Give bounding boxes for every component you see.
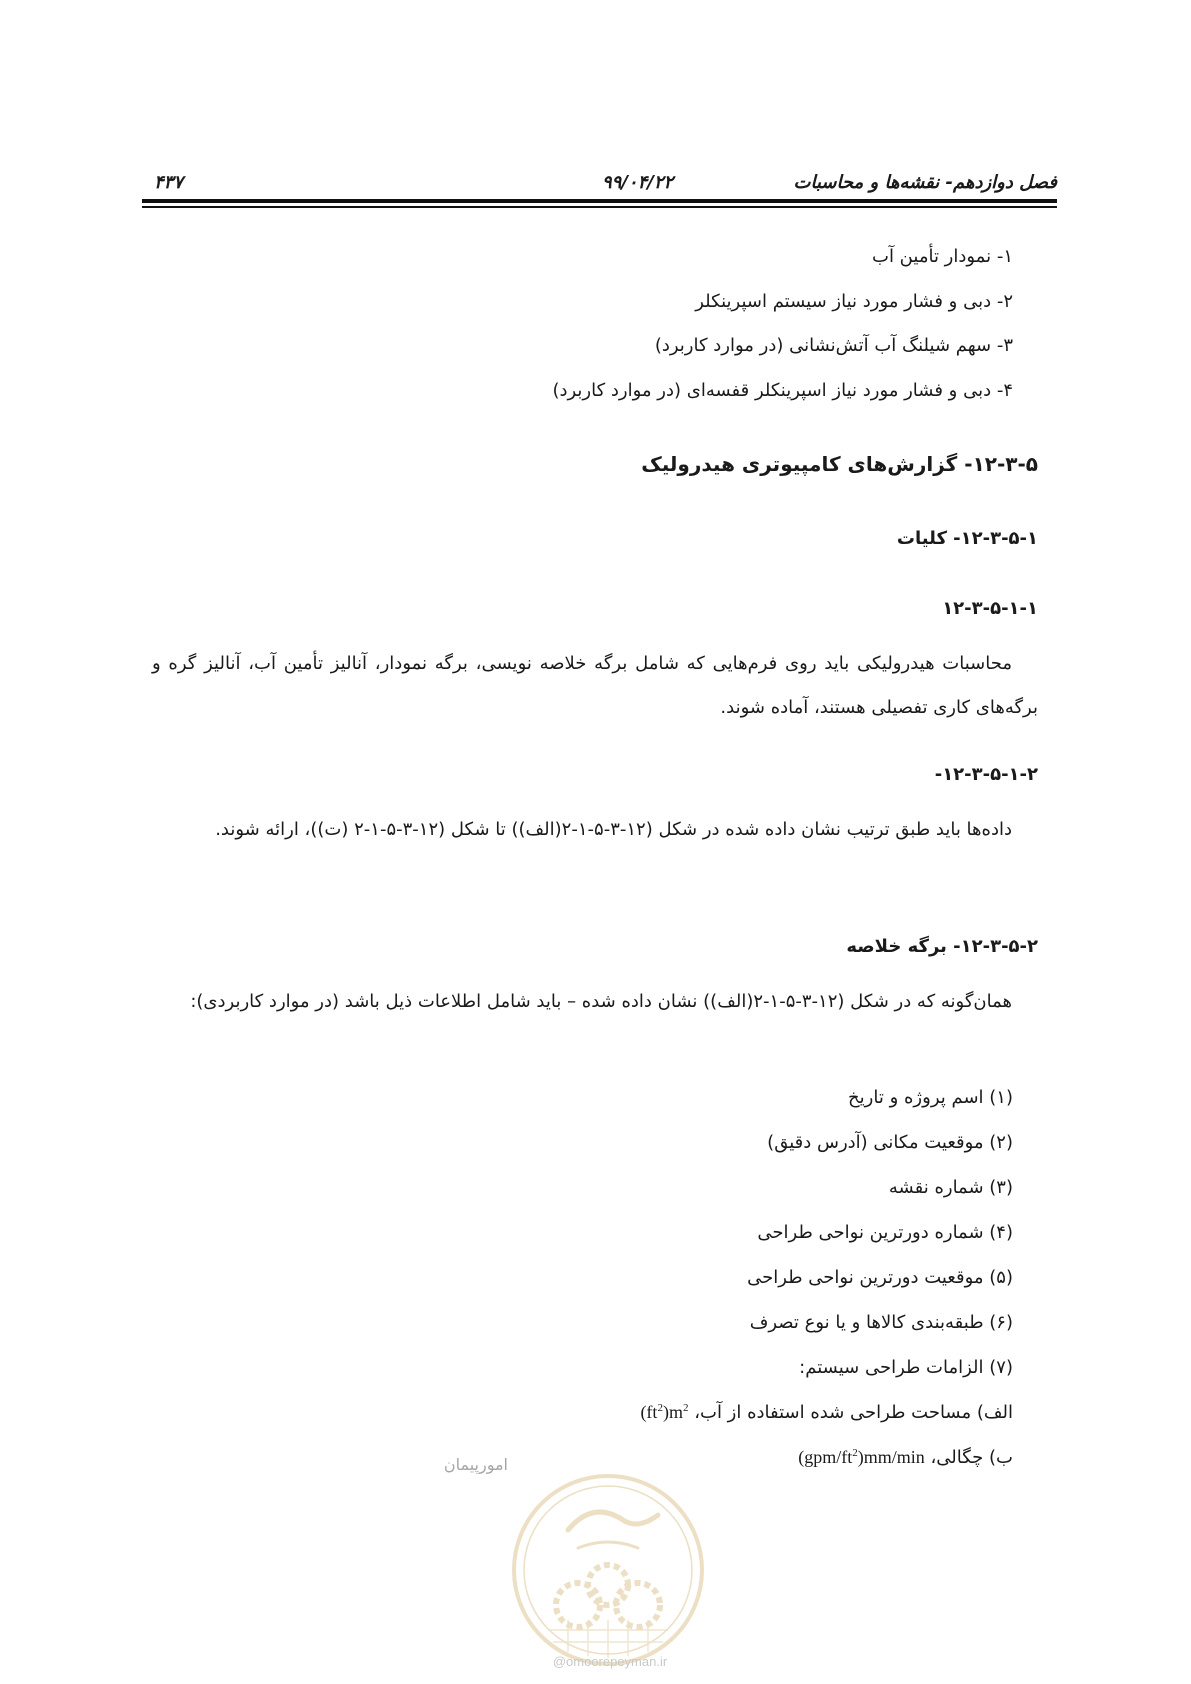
website-url: @omoorepeyman.ir: [552, 1654, 668, 1669]
section-heading: ۱۲-۳-۵- گزارش‌های کامپیوتری هیدرولیک: [641, 452, 1038, 476]
page-number: ۴۳۷: [154, 172, 184, 193]
clause-number: ۱۲-۳-۵-۱-۱: [942, 598, 1038, 619]
unit-text: ): [857, 1447, 864, 1467]
clause-number: ۱۲-۳-۵-۱-۲-: [934, 764, 1038, 785]
requirement-label: ب) چگالی،: [930, 1447, 1013, 1468]
header-date: ۹۹/۰۴/۲۲: [602, 172, 674, 193]
list-item: (۵) موقعیت دورترین نواحی طراحی: [747, 1267, 1013, 1288]
clause-paragraph: داده‌ها باید طبق ترتیب نشان داده شده در شکل (۱۲-۳-۵-۱-۲(الف)) تا شکل (۱۲-۳-۵-۱-۲ (ت))، ارائه شوند.: [215, 819, 1012, 840]
chapter-title: فصل دوازدهم- نقشه‌ها و محاسبات: [793, 172, 1057, 193]
list-item: (۶) طبقه‌بندی کالاها و یا نوع تصرف: [749, 1312, 1013, 1333]
unit-text: (gpm/ft: [798, 1447, 853, 1467]
unit-value: [640, 1402, 688, 1422]
watermark-logo: [443, 1455, 708, 1670]
unit-value: [798, 1447, 925, 1467]
subsection-heading: ۱۲-۳-۵-۱- کلیات: [896, 528, 1038, 549]
clause-paragraph: محاسبات هیدرولیکی باید روی فرم‌هایی که شامل برگه خلاصه نویسی، برگه نمودار، آنالیز تأمین آب، آنالیز گره و برگه‌های کاری تفصیلی هستند، آماده شوند.: [152, 653, 1038, 718]
list-item: ۱- نمودار تأمین آب: [872, 246, 1013, 267]
list-item: (۱) اسم پروژه و تاریخ: [848, 1087, 1013, 1108]
page-header: [142, 172, 1057, 196]
watermark-text: امورپیمان: [443, 1455, 508, 1474]
unit-text: (ft: [640, 1402, 658, 1422]
unit-text: mm/min: [863, 1447, 925, 1467]
subsection-heading: ۱۲-۳-۵-۲- برگه خلاصه: [846, 936, 1038, 957]
header-rule-thick: [142, 199, 1057, 203]
requirement-label: الف) مساحت طراحی شده استفاده از آب،: [694, 1402, 1013, 1423]
unit-superscript: 2: [682, 1402, 689, 1414]
unit-text: m: [668, 1402, 683, 1422]
list-item: (۳) شماره نقشه: [888, 1177, 1013, 1198]
unit-text: ): [662, 1402, 669, 1422]
section-paragraph: همان‌گونه که در شکل (۱۲-۳-۵-۱-۲(الف)) نشان داده شده – باید شامل اطلاعات ذیل باشد (در موارد کاربردی):: [190, 991, 1012, 1012]
list-item: ۴- دبی و فشار مورد نیاز اسپرینکلر قفسه‌ای (در موارد کاربرد): [552, 380, 1013, 401]
unit-superscript: 2: [852, 1447, 858, 1459]
list-item: (۴) شماره دورترین نواحی طراحی: [757, 1222, 1013, 1243]
list-item: ۲- دبی و فشار مورد نیاز سیستم اسپرینکلر: [695, 291, 1013, 312]
requirement-item-a: [640, 1402, 1013, 1423]
list-item: ۳- سهم شیلنگ آب آتش‌نشانی (در موارد کاربرد): [654, 335, 1013, 356]
header-rule-thin: [142, 206, 1057, 208]
unit-superscript: 2: [657, 1402, 663, 1414]
list-item: (۷) الزامات طراحی سیستم:: [799, 1357, 1013, 1378]
requirement-item-b: [798, 1447, 1013, 1468]
list-item: (۲) موقعیت مکانی (آدرس دقیق): [767, 1132, 1013, 1153]
